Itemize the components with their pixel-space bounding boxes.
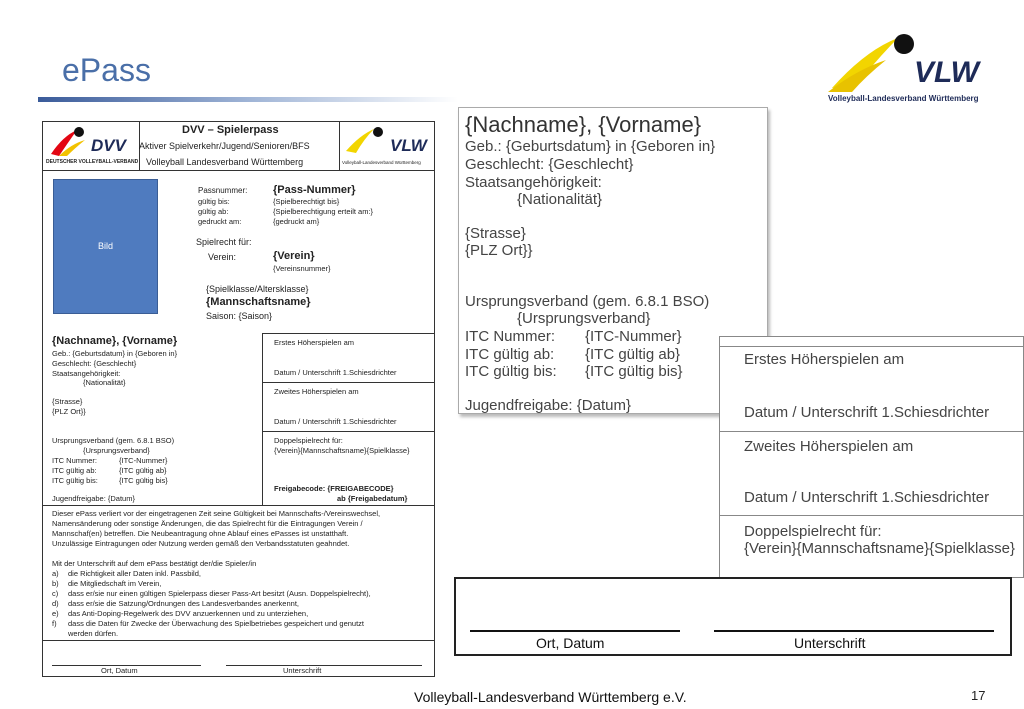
zoom-itc-ab-value: {ITC gültig ab} [585,346,681,363]
itc-nr-value: {ITC-Nummer} [119,456,168,465]
freigabecode: Freigabecode: {FREIGABECODE} [274,484,394,493]
ort-datum-label: Ort, Datum [101,666,138,675]
zoom-itc-nr-value: {ITC-Nummer} [585,328,682,345]
freigabe-datum: ab {Freigabedatum} [337,494,408,503]
list-item: e) das Anti-Doping-Regelwerk des DVV anzuerkennen und zu unterziehen, [52,609,309,618]
itc-nr-label: ITC Nummer: [52,456,97,465]
vlw-small-wordmark: VLW [390,136,427,155]
hoeherspielen-2-signature: Datum / Unterschrift 1.Schiesdrichter [274,417,397,426]
saison-value: Saison: {Saison} [206,311,273,321]
zoom-hoeherspielen-1: Erstes Höherspielen am [744,351,905,368]
list-item: f) dass die Daten für Zwecke der Überwachung des Spielbetriebes gespeichert und genutzt [52,619,365,628]
spielklasse-value: {Spielklasse/Altersklasse} [206,284,309,294]
epass-card [42,121,435,677]
card-header [43,122,434,171]
itc-ab-label: ITC gültig ab: [52,466,97,475]
passnr-label: Passnummer: [198,186,248,195]
vlw-logo [826,30,991,108]
gueltig-bis-value: {Spielberechtigt bis} [273,197,340,206]
zoom-doppelspielrecht-label: Doppelspielrecht für: [744,523,882,540]
passport-photo: Bild [53,179,158,314]
signature-line [226,665,422,666]
zoom-geschlecht: Geschlecht: {Geschlecht} [465,156,634,173]
zoom-divider [720,346,1023,347]
zoom-ort-datum: Ort, Datum [536,635,605,651]
legal-line: Mit der Unterschrift auf dem ePass bestätigt der/die Spieler/in [52,559,257,568]
staat-label: Staatsangehörigkeit: [52,369,121,378]
zoom-ursprung-value: {Ursprungsverband} [517,310,651,327]
gueltig-ab-label: gültig ab: [198,207,229,216]
player-name: {Nachname}, {Vorname} [52,335,178,347]
divider [262,382,435,383]
vlw-small-swoosh-icon [344,125,388,155]
dvv-wordmark: DVV [91,136,126,155]
vlw-small-subtitle: Volleyball-Landesverband Württemberg [342,160,421,165]
zoom-itc-bis-label: ITC gültig bis: [465,363,557,380]
vereinsnr-value: {Vereinsnummer} [273,264,331,273]
zoom-geburt: Geb.: {Geburtsdatum} in {Geboren in} [465,138,716,155]
itc-bis-value: {ITC gültig bis} [119,476,168,485]
divider [262,333,263,505]
zoom-itc-bis-value: {ITC gültig bis} [585,363,683,380]
dvv-swoosh-icon [49,126,89,158]
zoom-signature-2: Datum / Unterschrift 1.Schiesdrichter [744,489,990,506]
zoom-divider [720,515,1023,516]
dvv-logo [43,122,140,170]
ursprung-value: {Ursprungsverband} [83,446,150,455]
legal-text [52,509,432,639]
zoom-plz-ort: {PLZ Ort}} [465,242,533,259]
list-item: a) die Richtigkeit aller Daten inkl. Passbild, [52,569,201,578]
list-item: c) dass er/sie nur einen gültigen Spielerpass dieser Pass-Art besitzt (Ausn. Doppelspielrecht), [52,589,371,598]
strasse: {Strasse} [52,397,83,406]
card-title: DVV – Spielerpass [182,124,279,136]
zoom-hoeherspielen [719,336,1024,578]
itc-ab-value: {ITC gültig ab} [119,466,167,475]
gedruckt-label: gedruckt am: [198,217,242,226]
zoom-staat-label: Staatsangehörigkeit: [465,174,602,191]
slide-title: ePass [62,52,151,88]
legal-line [52,549,432,559]
list-item: werden dürfen. [68,629,119,638]
divider [43,640,434,641]
verein-value: {Verein} [273,250,315,262]
legal-line: Namensänderung oder sonstige Änderungen, die das Spielrecht für die Eintragungen Verein / [52,519,363,528]
page-number: 17 [971,688,986,703]
zoom-signature-line [714,630,994,632]
ursprung-label: Ursprungsverband (gem. 6.8.1 BSO) [52,436,175,445]
zoom-signature-1: Datum / Unterschrift 1.Schiesdrichter [744,404,990,421]
mannschaft-value: {Mannschaftsname} [206,296,311,308]
dvv-subtitle: DEUTSCHER VOLLEYBALL-VERBAND [46,159,139,165]
itc-bis-label: ITC gültig bis: [52,476,98,485]
zoom-itc-nr-label: ITC Nummer: [465,328,555,345]
staat-value: {Nationalität} [83,378,126,387]
zoom-jugendfreigabe: Jugendfreigabe: {Datum} [465,397,631,414]
card-subtitle: Aktiver Spielverkehr/Jugend/Senioren/BFS [139,141,310,151]
gedruckt-value: {gedruckt am} [273,217,320,226]
zoom-doppelspielrecht-value: {Verein}{Mannschaftsname}{Spielklasse} [744,540,1016,557]
zoom-strasse: {Strasse} [465,225,526,242]
jugendfreigabe: Jugendfreigabe: {Datum} [52,494,135,503]
divider [43,505,434,506]
zoom-player-name: {Nachname}, {Vorname} [465,112,702,137]
zoom-divider [720,431,1023,432]
verein-label: Verein: [208,252,237,262]
unterschrift-label: Unterschrift [283,666,322,675]
geschlecht: Geschlecht: {Geschlecht} [52,359,137,368]
divider [262,431,435,432]
zoom-itc-ab-label: ITC gültig ab: [465,346,555,363]
plz-ort: {PLZ Ort}} [52,407,86,416]
passnr-value: {Pass-Nummer} [273,184,356,196]
zoom-staat-value: {Nationalität} [517,191,603,208]
zoom-signature-line [470,630,680,632]
doppelspielrecht-label: Doppelspielrecht für: [274,436,343,445]
card-verband: Volleyball Landesverband Württemberg [146,157,304,167]
zoom-signature [454,577,1012,656]
legal-line: Dieser ePass verliert vor der eingetragenen Zeit seine Gültigkeit bei Mannschafts-/Vereinswechsel, [52,509,381,518]
zoom-ursprung-label: Ursprungsverband (gem. 6.8.1 BSO) [465,293,710,310]
title-underline [38,97,458,102]
gueltig-bis-label: gültig bis: [198,197,230,206]
divider [262,333,435,334]
list-item: b) die Mitgliedschaft im Verein, [52,579,162,588]
zoom-hoeherspielen-2: Zweites Höherspielen am [744,438,914,455]
hoeherspielen-1: Erstes Höherspielen am [274,338,355,347]
legal-line: Unzulässige Eintragungen oder Nutzung werden gemäß den Verbandsstatuten geahndet. [52,539,350,548]
vlw-small-logo [339,122,435,170]
vlw-subtitle: Volleyball-Landesverband Württemberg [828,94,979,103]
legal-line: Mannschaf(en) betreffen. Die Neubeantragung ohne Ablauf eines ePasses ist unstatthaft. [52,529,349,538]
geburt: Geb.: {Geburtsdatum} in {Geboren in} [52,349,178,358]
footer-text: Volleyball-Landesverband Württemberg e.V. [414,689,687,705]
gueltig-ab-value: {Spielberechtigung erteilt am:} [273,207,374,216]
list-item: d) dass er/sie die Satzung/Ordnungen des Landesverbandes anerkennt, [52,599,299,608]
spielrecht-label: Spielrecht für: [196,237,252,247]
vlw-wordmark: VLW [914,56,979,89]
doppelspielrecht-value: {Verein}{Mannschaftsname}{Spielklasse} [274,446,410,455]
hoeherspielen-2: Zweites Höherspielen am [274,387,359,396]
zoom-unterschrift: Unterschrift [794,635,866,651]
hoeherspielen-1-signature: Datum / Unterschrift 1.Schiesdrichter [274,368,397,377]
